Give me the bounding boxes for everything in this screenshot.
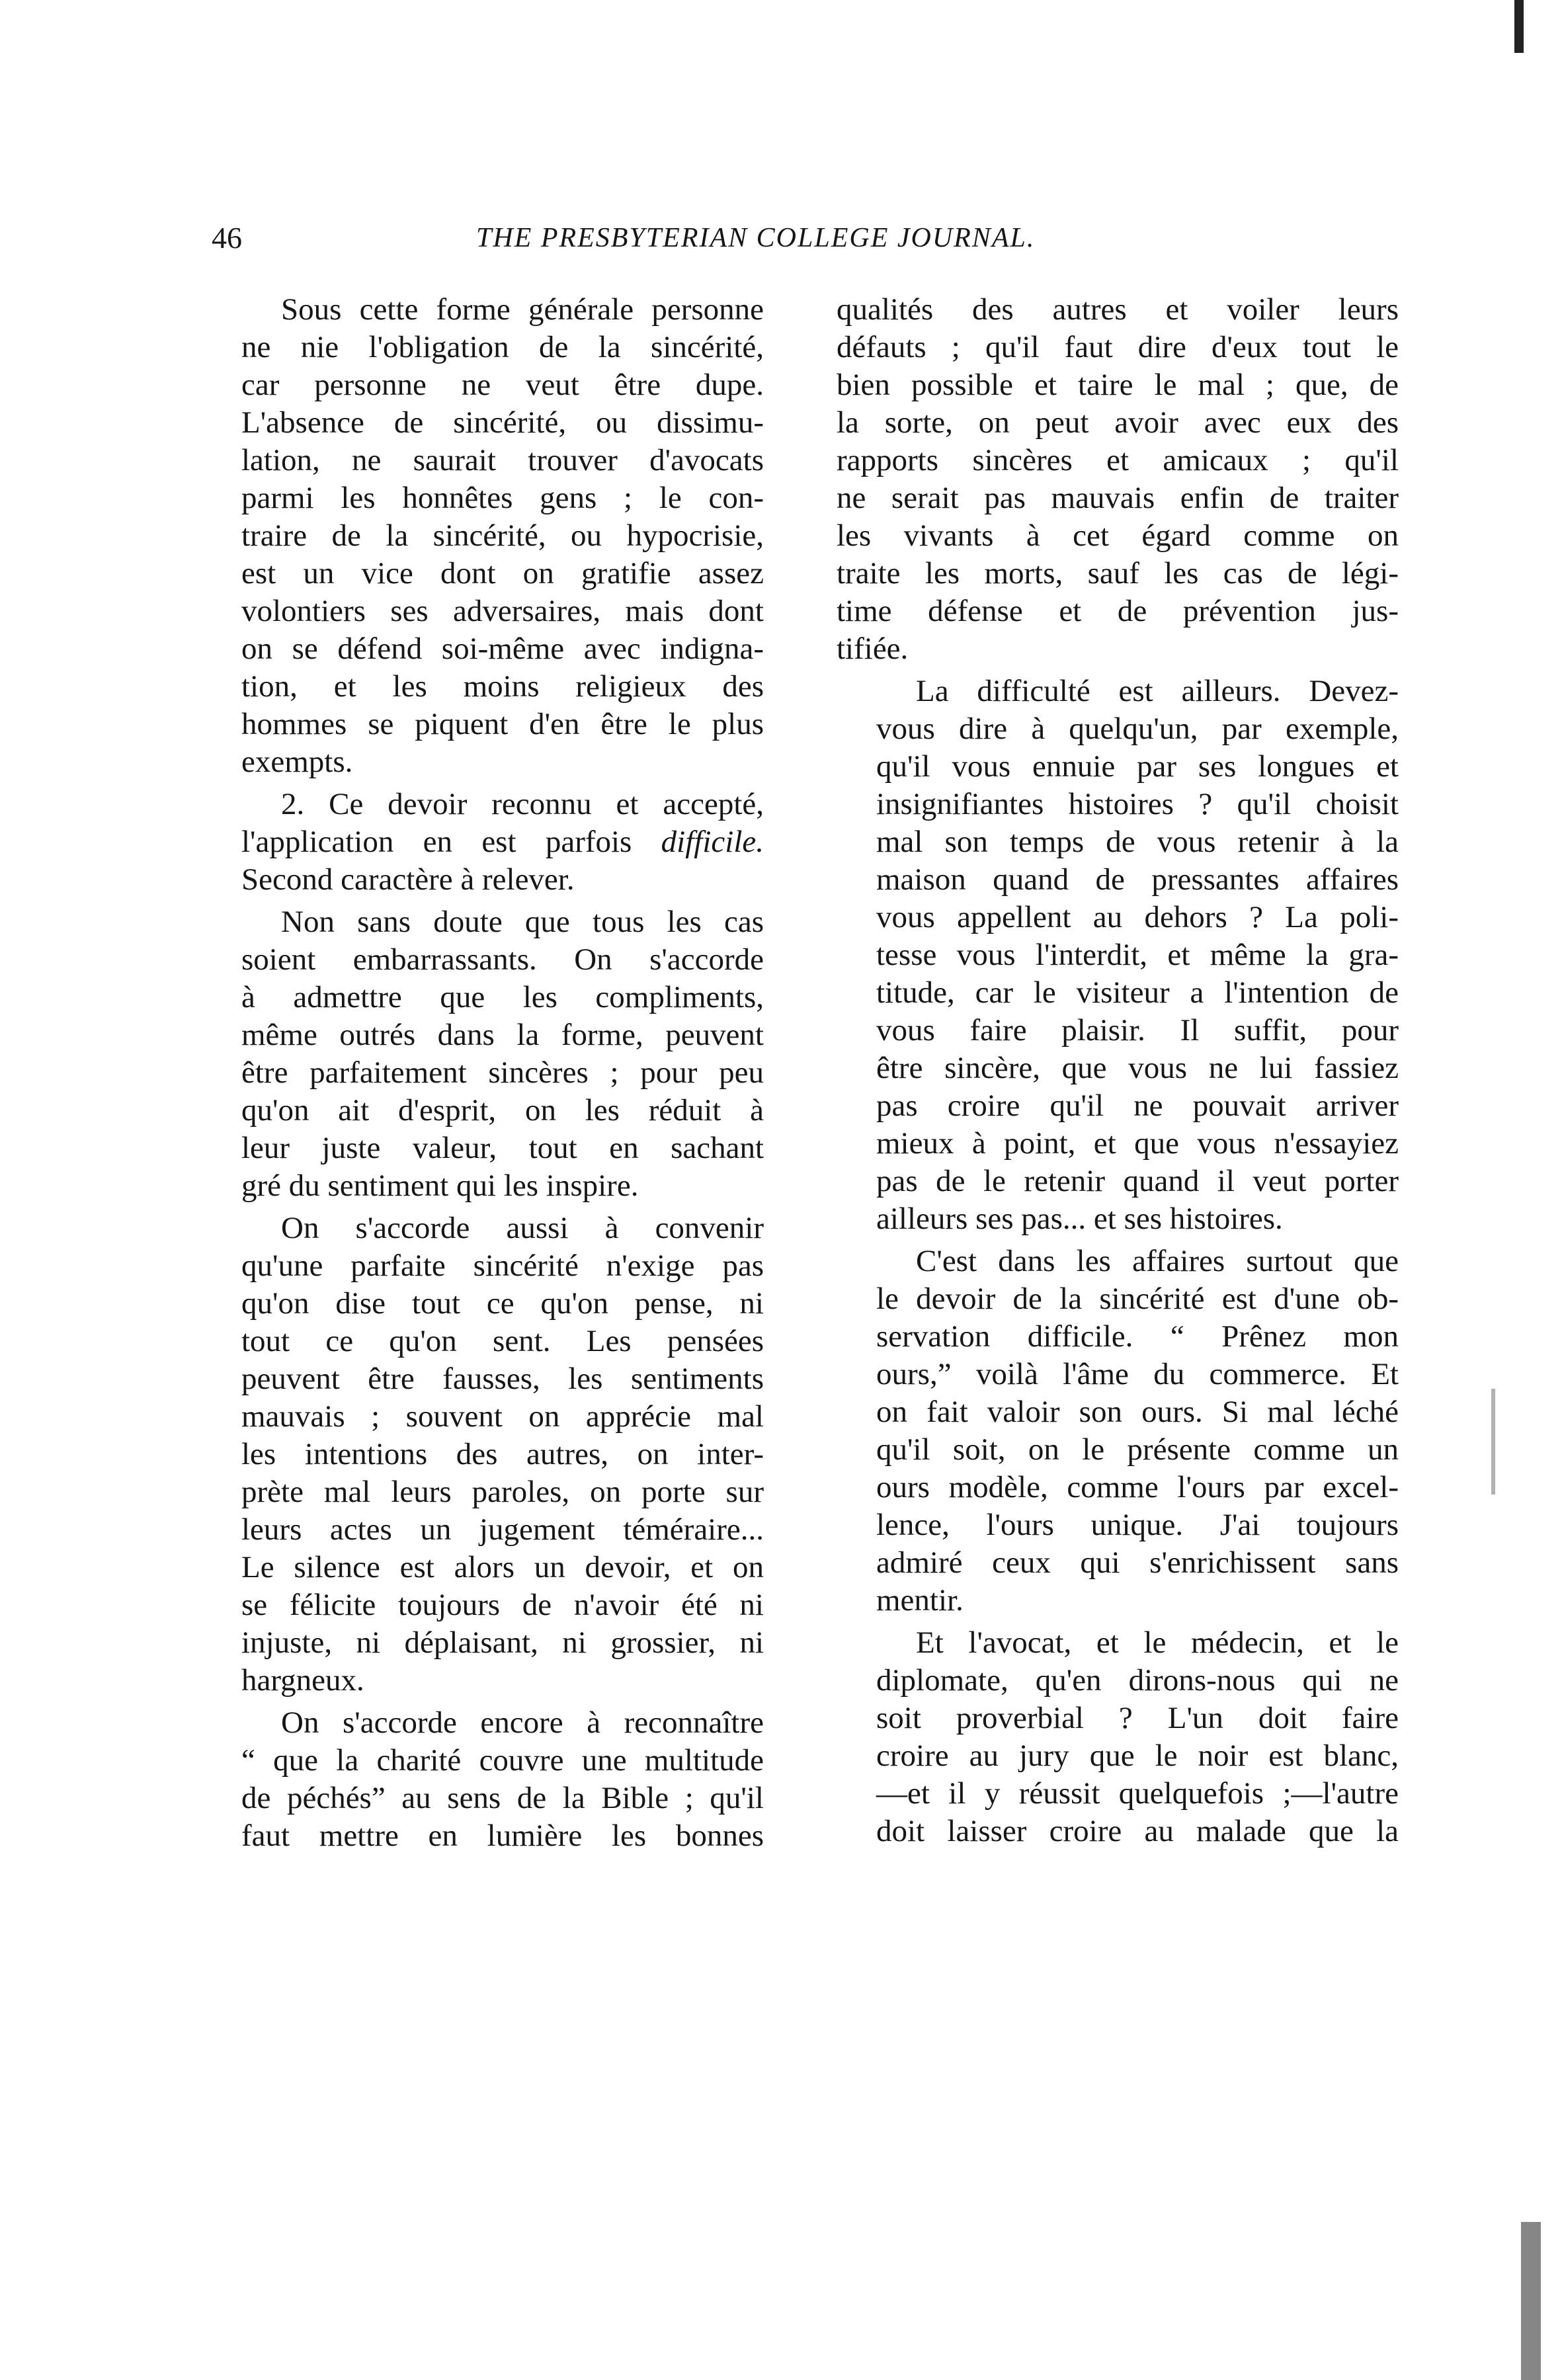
text-line: leur juste valeur, tout en sachant (241, 1131, 764, 1165)
paragraph (202, 1704, 764, 1855)
text-line: mal son temps de vous retenir à la (876, 825, 1399, 859)
text-line: maison quand de pressantes affaires (876, 862, 1399, 897)
page-header (212, 218, 1422, 271)
text-line: titude, car le visiteur a l'intention de (876, 975, 1399, 1010)
text-line: L'absence de sincérité, ou dissimu- (241, 405, 764, 440)
text-line: est un vice dont on gratifie assez (241, 556, 764, 591)
text-line: de péchés” au sens de la Bible ; qu'il (241, 1781, 764, 1815)
text-line: parmi les honnêtes gens ; le con- (241, 481, 764, 515)
text-line: admiré ceux qui s'enrichissent sans (876, 1545, 1399, 1580)
text-line: être sincère, que vous ne lui fassiez (876, 1051, 1399, 1085)
text-line: tout ce qu'on sent. Les pensées (241, 1324, 764, 1358)
text-line: 2. Ce devoir reconnu et accepté, (281, 787, 764, 821)
text-line: rapports sincères et amicaux ; qu'il (837, 443, 1399, 477)
running-title: THE PRESBYTERIAN COLLEGE JOURNAL. (476, 223, 1036, 253)
text-line: lation, ne saurait trouver d'avocats (241, 443, 764, 477)
text-line: mieux à point, et que vous n'essayiez (876, 1126, 1399, 1161)
paragraph (202, 903, 764, 1205)
text-line: croire au jury que le noir est blanc, (876, 1739, 1399, 1773)
text-line: tesse vous l'interdit, et même la gra- (876, 938, 1399, 972)
paragraph (837, 673, 1399, 1238)
text-line: hommes se piquent d'en être le plus (241, 707, 764, 741)
text-line: vous dire à quelqu'un, par exemple, (876, 712, 1399, 746)
text-line: qu'on ait d'esprit, on les réduit à (241, 1093, 764, 1128)
text-line: C'est dans les affaires surtout que (916, 1244, 1399, 1278)
paragraph (837, 1243, 1399, 1620)
text-line: exempts. (241, 745, 353, 779)
text-line: être parfaitement sincères ; pour peu (241, 1055, 764, 1090)
text-line: soient embarrassants. On s'accorde (241, 942, 764, 977)
paragraph (837, 1624, 1399, 1850)
text-line: car personne ne veut être dupe. (241, 368, 764, 402)
text-line: le devoir de la sincérité est d'une ob- (876, 1282, 1399, 1316)
text-line: qualités des autres et voiler leurs (837, 292, 1399, 327)
text-line: vous appellent au dehors ? La poli- (876, 900, 1399, 934)
text-line: time défense et de prévention jus- (837, 594, 1399, 628)
text-line: prète mal leurs paroles, on porte sur (241, 1475, 764, 1509)
text-line: ours,” voilà l'âme du commerce. Et (876, 1357, 1399, 1391)
text-line: On s'accorde encore à reconnaître (281, 1705, 764, 1740)
text-line: on fait valoir son ours. Si mal léché (876, 1395, 1399, 1429)
text-line: mentir. (876, 1583, 964, 1618)
text-line: se félicite toujours de n'avoir été ni (241, 1588, 764, 1622)
text-line: “ que la charité couvre une multitude (241, 1743, 764, 1778)
text-line: pas croire qu'il ne pouvait arriver (876, 1088, 1399, 1123)
text-line: qu'il vous ennuie par ses longues et (876, 749, 1399, 784)
text-line: qu'on dise tout ce qu'on pense, ni (241, 1286, 764, 1321)
text-line: ailleurs ses pas... et ses histoires. (876, 1202, 1283, 1236)
page-number: 46 (212, 221, 242, 255)
scan-edge-mark (1491, 1389, 1495, 1495)
text-line (202, 823, 764, 861)
text-line: insignifiantes histoires ? qu'il choisit (876, 787, 1399, 821)
text-line: vous faire plaisir. Il suffit, pour (876, 1013, 1399, 1047)
text-line: ours modèle, comme l'ours par excel- (876, 1470, 1399, 1504)
text-line: peuvent être fausses, les sentiments (241, 1362, 764, 1396)
text-line: —et il y réussit quelquefois ;—l'autre (876, 1776, 1399, 1811)
text-run: l'application en est parfois (241, 825, 661, 859)
text-line: volontiers ses adversaires, mais dont (241, 594, 764, 628)
text-line: hargneux. (241, 1663, 364, 1698)
text-line: la sorte, on peut avoir avec eux des (837, 405, 1399, 440)
right-column (837, 291, 1399, 1855)
text-line: On s'accorde aussi à convenir (281, 1211, 764, 1245)
scan-edge-mark (1514, 0, 1524, 53)
paragraph (202, 1210, 764, 1700)
text-line: injuste, ni déplaisant, ni grossier, ni (241, 1625, 764, 1660)
text-line: servation difficile. “ Prênez mon (876, 1319, 1399, 1354)
text-line: à admettre que les compliments, (241, 980, 764, 1014)
text-line: diplomate, qu'en dirons-nous qui ne (876, 1663, 1399, 1698)
text-line: tifiée. (837, 632, 909, 666)
text-line: on se défend soi-même avec indigna- (241, 632, 764, 666)
text-line: même outrés dans la forme, peuvent (241, 1018, 764, 1052)
text-line: bien possible et taire le mal ; que, de (837, 368, 1399, 402)
text-line: faut mettre en lumière les bonnes (241, 1819, 764, 1853)
text-line: ne serait pas mauvais enfin de traiter (837, 481, 1399, 515)
left-column (202, 291, 764, 1860)
text-line: traite les morts, sauf les cas de légi- (837, 556, 1399, 591)
text-line: traire de la sincérité, ou hypocrisie, (241, 518, 764, 553)
text-line: tion, et les moins religieux des (241, 669, 764, 704)
text-line: les vivants à cet égard comme on (837, 518, 1399, 553)
text-line: qu'il soit, on le présente comme un (876, 1432, 1399, 1467)
text-line: défauts ; qu'il faut dire d'eux tout le (837, 330, 1399, 364)
emphasized-word: difficile. (661, 825, 764, 859)
text-line: Second caractère à relever. (241, 862, 575, 897)
text-line: qu'une parfaite sincérité n'exige pas (241, 1249, 764, 1283)
text-line: soit proverbial ? L'un doit faire (876, 1701, 1399, 1735)
text-line: Sous cette forme générale personne (281, 292, 764, 327)
text-line: lence, l'ours unique. J'ai toujours (876, 1508, 1399, 1542)
text-line: Non sans doute que tous les cas (281, 905, 764, 939)
text-line: La difficulté est ailleurs. Devez- (916, 674, 1399, 708)
text-line: leurs actes un jugement téméraire... (241, 1512, 764, 1547)
text-line: Le silence est alors un devoir, et on (241, 1550, 764, 1584)
text-line: Et l'avocat, et le médecin, et le (916, 1625, 1399, 1660)
paragraph (837, 291, 1399, 668)
text-line: ne nie l'obligation de la sincérité, (241, 330, 764, 364)
scan-edge-mark (1521, 2222, 1541, 2380)
text-line: gré du sentiment qui les inspire. (241, 1169, 639, 1203)
paragraph (202, 786, 764, 899)
text-line: les intentions des autres, on inter- (241, 1437, 764, 1471)
paragraph (202, 291, 764, 781)
text-line: pas de le retenir quand il veut porter (876, 1164, 1399, 1198)
text-line: doit laisser croire au malade que la (876, 1814, 1399, 1848)
text-line: mauvais ; souvent on apprécie mal (241, 1399, 764, 1434)
